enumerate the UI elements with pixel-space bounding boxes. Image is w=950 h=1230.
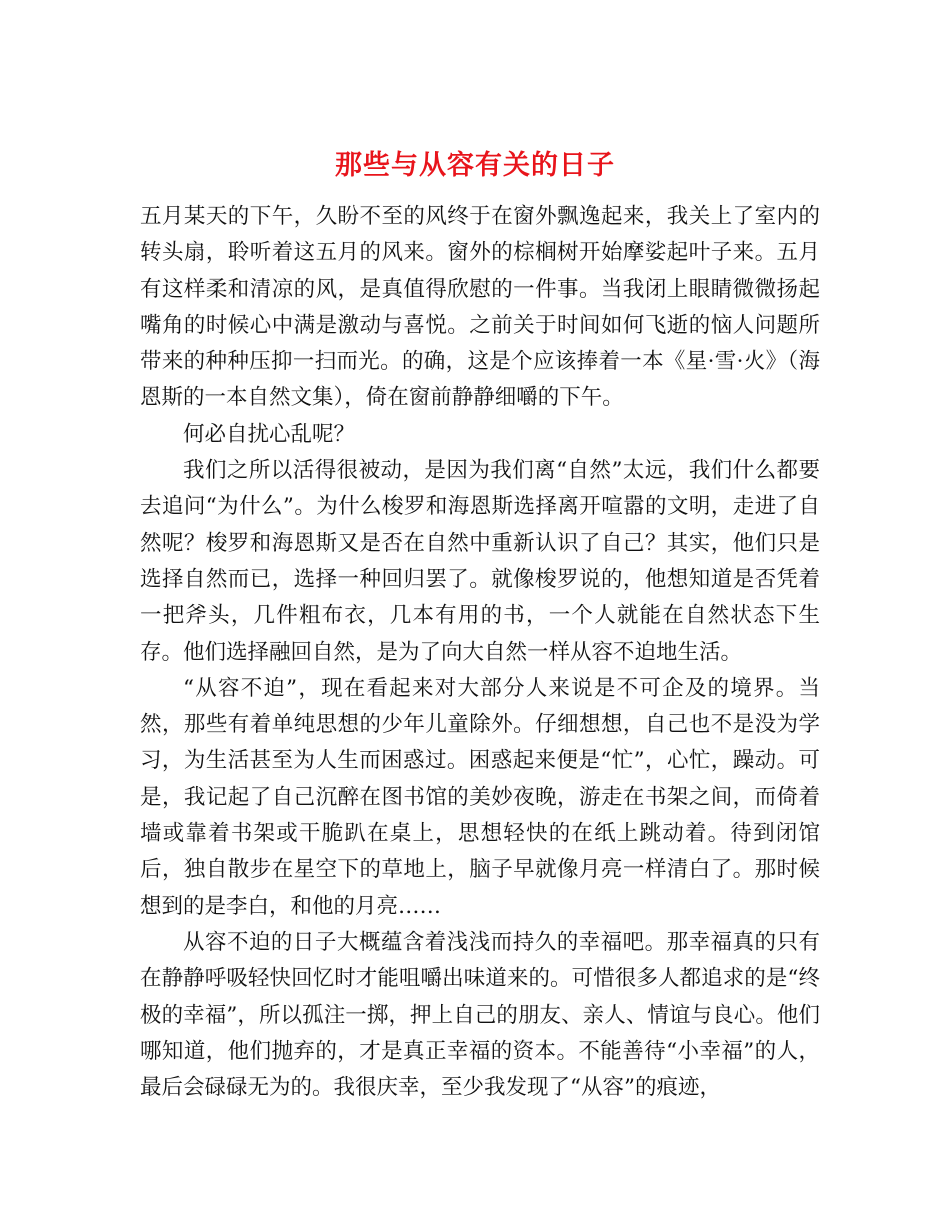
paragraph-4: “从容不迫”，现在看起来对大部分人来说是不可企及的境界。当然，那些有着单纯思想的少年儿童除外。仔细想想，自己也不是没为学习，为生活甚至为人生而困惑过。困惑起来便是“忙”，心忙，躁动。可是，我记起了自己沉醉在图书馆的美妙夜晚，游走在书架之间，而倚着墙或靠着书架或干脆趴在桌上，思想轻快的在纸上跳动着。待到闭馆后，独自散步在星空下的草地上，脑子早就像月亮一样清白了。那时候想到的是李白，和他的月亮…… <box>140 675 820 919</box>
paragraph-2: 何必自扰心乱呢？ <box>183 421 356 447</box>
paragraph-5: 从容不迫的日子大概蕴含着浅浅而持久的幸福吧。那幸福真的只有在静静呼吸轻快回忆时才能咀嚼出味道来的。可惜很多人都追求的是“终极的幸福”，所以孤注一掷，押上自己的朋友、亲人、情谊与良心。他们哪知道，他们抛弃的，才是真正幸福的资本。不能善待“小幸福”的人，最后会碌碌无为的。我很庆幸，至少我发现了“从容”的痕迹， <box>140 929 820 1101</box>
paragraph-1: 五月某天的下午，久盼不至的风终于在窗外飘逸起来，我关上了室内的转头扇，聆听着这五月的风来。窗外的棕榈树开始摩娑起叶子来。五月有这样柔和清凉的风，是真值得欣慰的一件事。当我闭上眼睛微微扬起嘴角的时候心中满是激动与喜悦。之前关于时间如何飞逝的恼人问题所带来的种种压抑一扫而光。的确，这是个应该捧着一本《星·雪·火》（海恩斯的一本自然文集），倚在窗前静静细嚼的下午。 <box>140 204 820 411</box>
page-title: 那些与从容有关的日子 <box>335 150 615 182</box>
article-body <box>140 199 820 1106</box>
paragraph-3: 我们之所以活得很被动，是因为我们离“自然”太远，我们什么都要去追问“为什么”。为什么梭罗和海恩斯选择离开喧嚣的文明，走进了自然呢？梭罗和海恩斯又是否在自然中重新认识了自己？其实，他们只是选择自然而已，选择一种回归罢了。就像梭罗说的，他想知道是否凭着一把斧头，几件粗布衣，几本有用的书，一个人就能在自然状态下生存。他们选择融回自然，是为了向大自然一样从容不迫地生活。 <box>140 458 820 665</box>
